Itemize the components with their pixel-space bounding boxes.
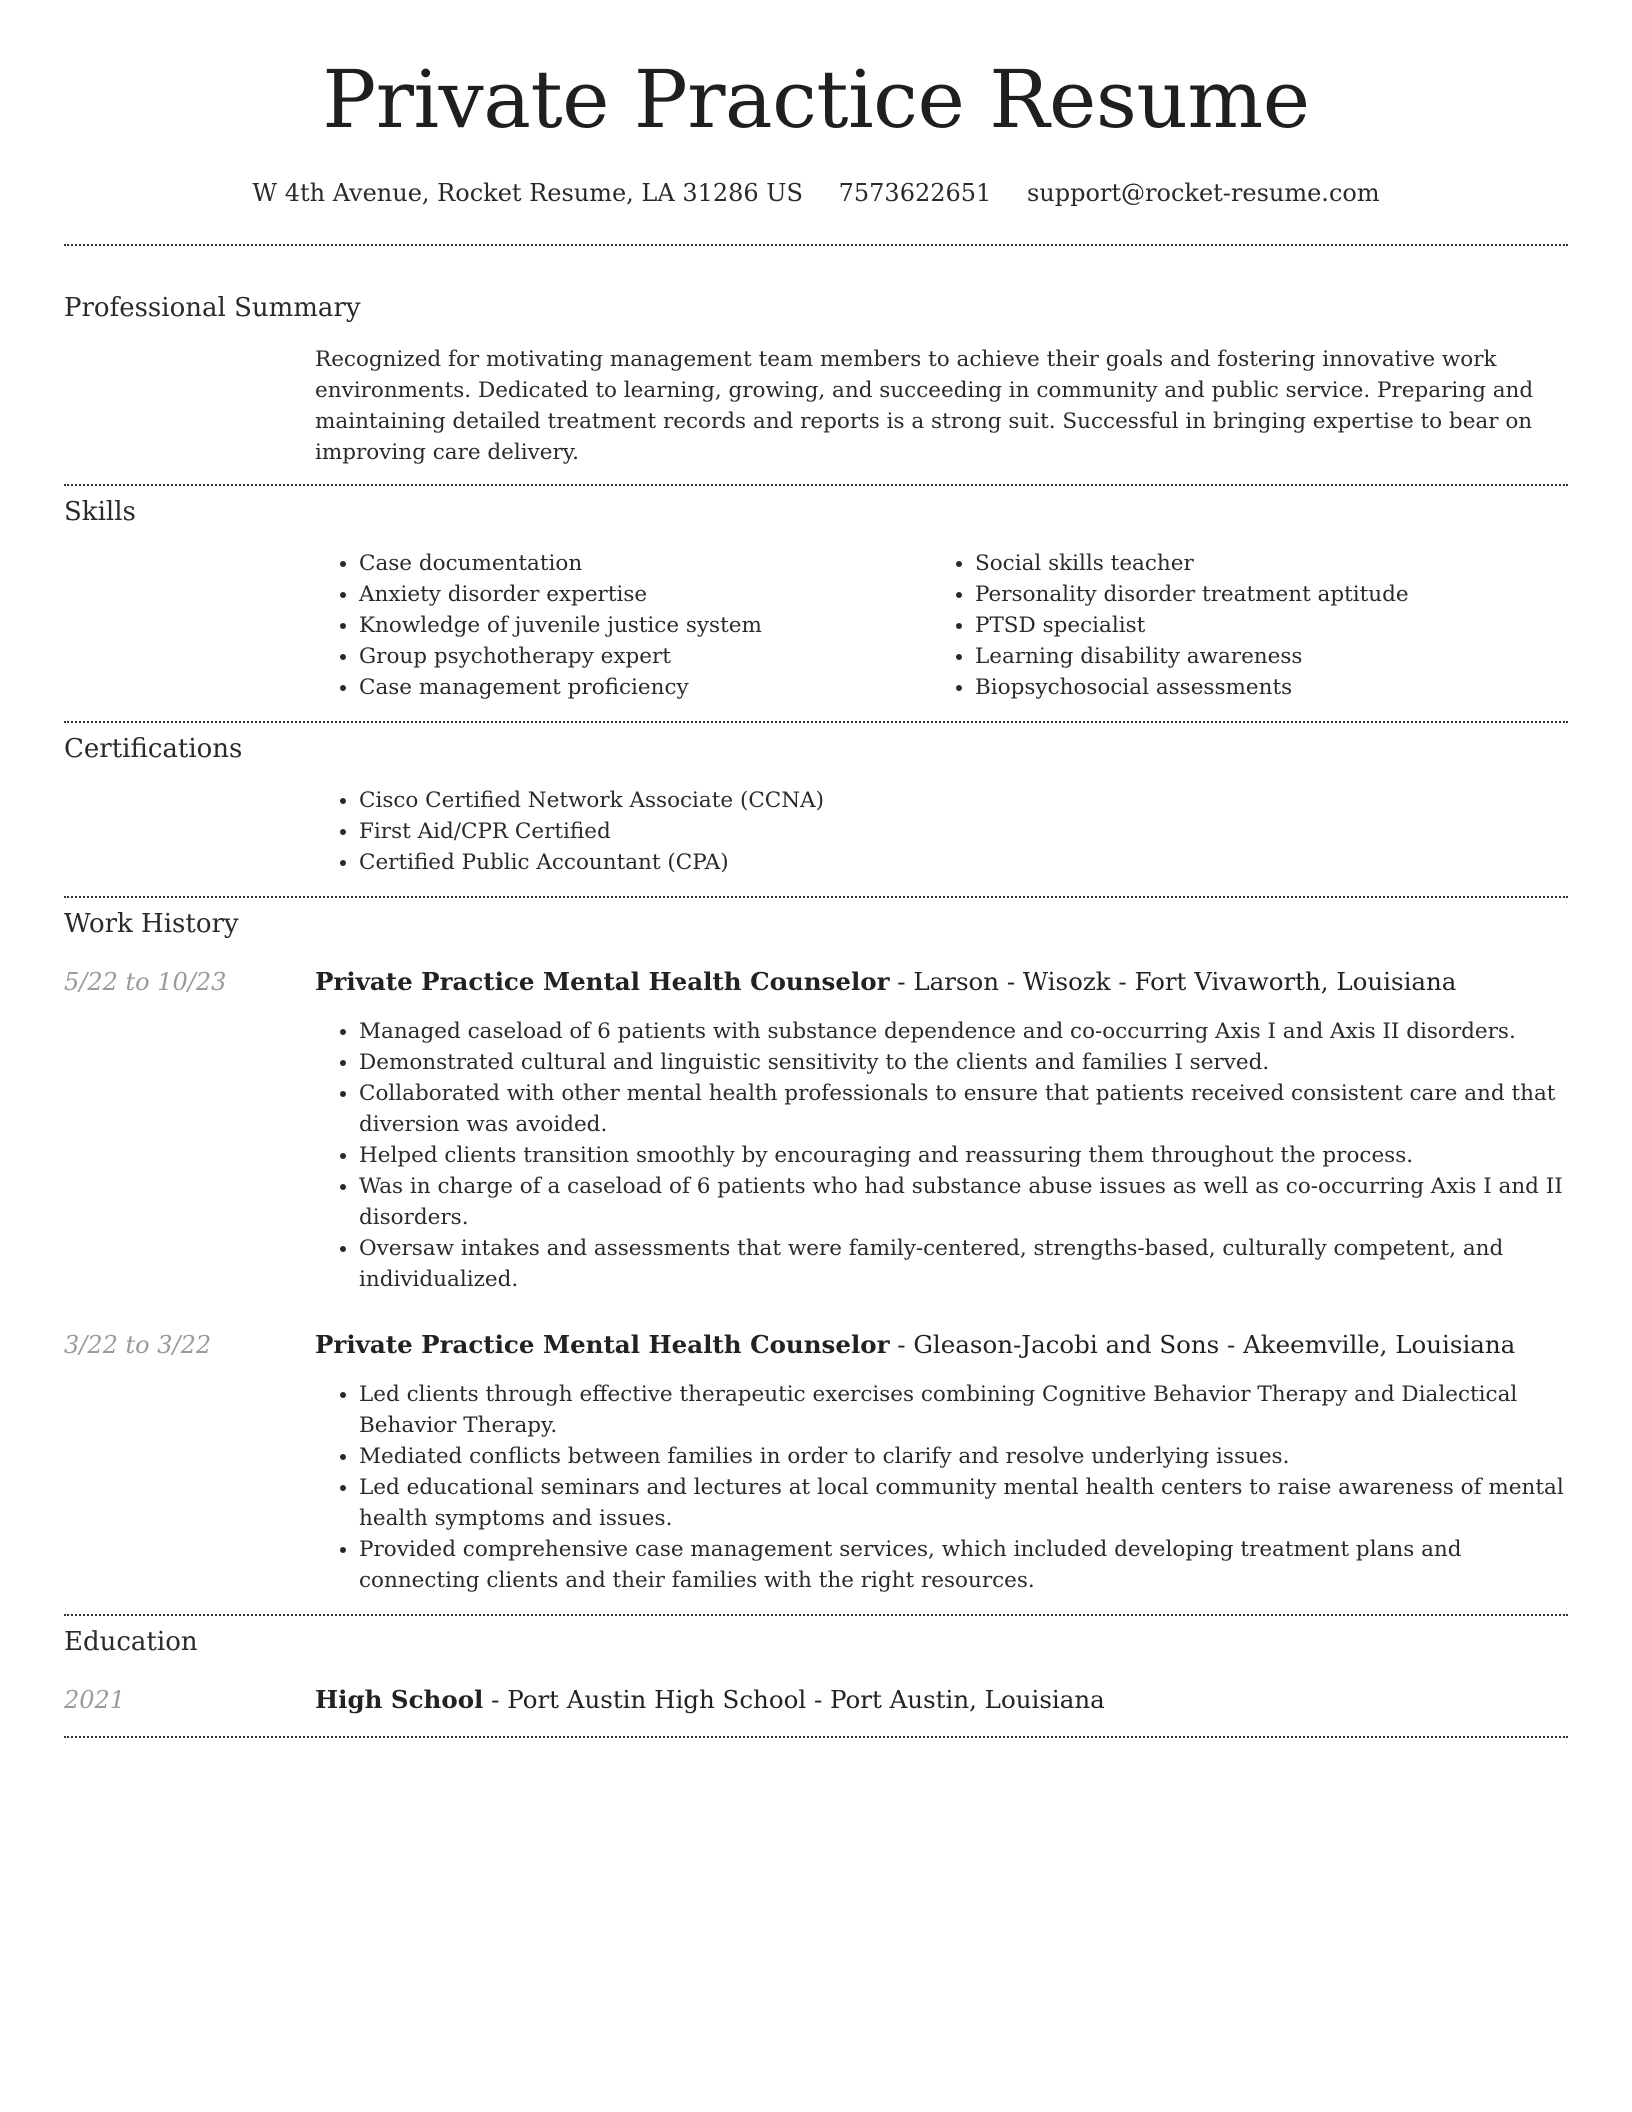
- skill-item: • Social skills teacher: [975, 548, 1547, 579]
- job-bullet: • Collaborated with other mental health professionals to ensure that patients received consistent care and that diversion was avoided.: [359, 1078, 1568, 1140]
- skill-item: • Anxiety disorder expertise: [359, 579, 931, 610]
- job-entry: [64, 1329, 1568, 1596]
- contact-phone: 7573622651: [838, 179, 992, 207]
- education-section: [64, 1616, 1568, 1716]
- separator: -: [1219, 1330, 1244, 1359]
- certifications-content: [315, 785, 1568, 878]
- skill-item: • PTSD specialist: [975, 610, 1547, 641]
- job-bullets: [315, 1379, 1568, 1596]
- section-title-skills: Skills: [64, 497, 136, 527]
- skill-item: • Case documentation: [359, 548, 931, 579]
- education-divider: [64, 1736, 1568, 1738]
- job-bullet: • Helped clients transition smoothly by encouraging and reassuring them throughout the process.: [359, 1140, 1568, 1171]
- summary-content: [315, 344, 1568, 468]
- job-bullet: • Demonstrated cultural and linguistic sensitivity to the clients and families I served.: [359, 1047, 1568, 1078]
- job-date: 5/22 to 10/23: [64, 968, 227, 996]
- education-location: Port Austin, Louisiana: [830, 1685, 1105, 1714]
- education-entry: [64, 1684, 1568, 1716]
- separator: -: [483, 1685, 508, 1714]
- separator: -: [889, 1330, 914, 1359]
- contact-email: support@rocket-resume.com: [1026, 179, 1380, 207]
- work-section: [64, 898, 1568, 1596]
- job-heading: [315, 966, 1568, 998]
- education-school: Port Austin High School: [507, 1685, 807, 1714]
- education-heading: [315, 1684, 1568, 1716]
- education-degree: High School: [315, 1685, 484, 1714]
- job-bullet: • Led clients through effective therapeutic exercises combining Cognitive Behavior Therapy and Dialectical Behavior Therapy.: [359, 1379, 1568, 1441]
- job-entry: [64, 966, 1568, 1295]
- skill-item: • Learning disability awareness: [975, 641, 1547, 672]
- job-title: Private Practice Mental Health Counselor: [315, 1330, 890, 1359]
- skill-item: • Knowledge of juvenile justice system: [359, 610, 931, 641]
- job-location: Fort Vivaworth, Louisiana: [1134, 967, 1457, 996]
- job-company: Gleason-Jacobi and Sons: [913, 1330, 1220, 1359]
- skills-section: [64, 486, 1568, 703]
- job-location: Akeemville, Louisiana: [1243, 1330, 1516, 1359]
- job-bullet: • Provided comprehensive case management services, which included developing treatment plans and connecting clients and their families with the right resources.: [359, 1534, 1568, 1596]
- job-bullet: • Managed caseload of 6 patients with substance dependence and co-occurring Axis I and Axis II disorders.: [359, 1016, 1568, 1047]
- skill-item: • Personality disorder treatment aptitude: [975, 579, 1547, 610]
- resume-name: Private Practice Resume: [322, 53, 1310, 146]
- certification-item: • First Aid/CPR Certified: [359, 816, 1568, 847]
- certification-item: • Cisco Certified Network Associate (CCNA): [359, 785, 1568, 816]
- job-date: 3/22 to 3/22: [64, 1331, 212, 1359]
- separator: -: [1110, 967, 1135, 996]
- section-title-work: Work History: [64, 909, 239, 939]
- job-company: Larson - Wisozk: [913, 967, 1111, 996]
- job-bullet: • Oversaw intakes and assessments that were family-centered, strengths-based, culturally competent, and individualized.: [359, 1233, 1568, 1295]
- certification-item: • Certified Public Accountant (CPA): [359, 847, 1568, 878]
- job-heading: [315, 1329, 1568, 1361]
- section-title-certifications: Certifications: [64, 734, 243, 764]
- job-bullet-list: [315, 1379, 1568, 1596]
- contact-line: [64, 178, 1568, 208]
- resume-page: [64, 0, 1568, 1738]
- job-bullet: • Mediated conflicts between families in order to clarify and resolve underlying issues.: [359, 1441, 1568, 1472]
- job-bullet: • Led educational seminars and lectures at local community mental health centers to raise awareness of mental health symptoms and issues.: [359, 1472, 1568, 1534]
- skills-columns: [315, 548, 1568, 703]
- separator: -: [806, 1685, 831, 1714]
- skills-list-right: [931, 548, 1547, 703]
- job-title: Private Practice Mental Health Counselor: [315, 967, 890, 996]
- skill-item: • Case management proficiency: [359, 672, 931, 703]
- education-date: 2021: [64, 1686, 126, 1714]
- contact-address: W 4th Avenue, Rocket Resume, LA 31286 US: [252, 179, 803, 207]
- job-bullet: • Was in charge of a caseload of 6 patients who had substance abuse issues as well as co-occurring Axis I and II disorders.: [359, 1171, 1568, 1233]
- section-title-summary: Professional Summary: [64, 293, 361, 323]
- certifications-section: [64, 723, 1568, 878]
- skill-item: • Group psychotherapy expert: [359, 641, 931, 672]
- certifications-list: [315, 785, 1568, 878]
- summary-text: Recognized for motivating management team members to achieve their goals and fostering innovative work environments. Dedicated to learning, growing, and succeeding in community and public service. Preparing and maintaining detailed treatment records and reports is a strong suit. Successful in bringing expertise to bear on improving care delivery.: [315, 347, 1534, 465]
- job-bullet-list: [315, 1016, 1568, 1295]
- summary-section: [64, 246, 1568, 468]
- job-bullets: [315, 1016, 1568, 1295]
- skill-item: • Biopsychosocial assessments: [975, 672, 1547, 703]
- section-title-education: Education: [64, 1627, 198, 1657]
- skills-list-left: [315, 548, 931, 703]
- separator: -: [889, 967, 914, 996]
